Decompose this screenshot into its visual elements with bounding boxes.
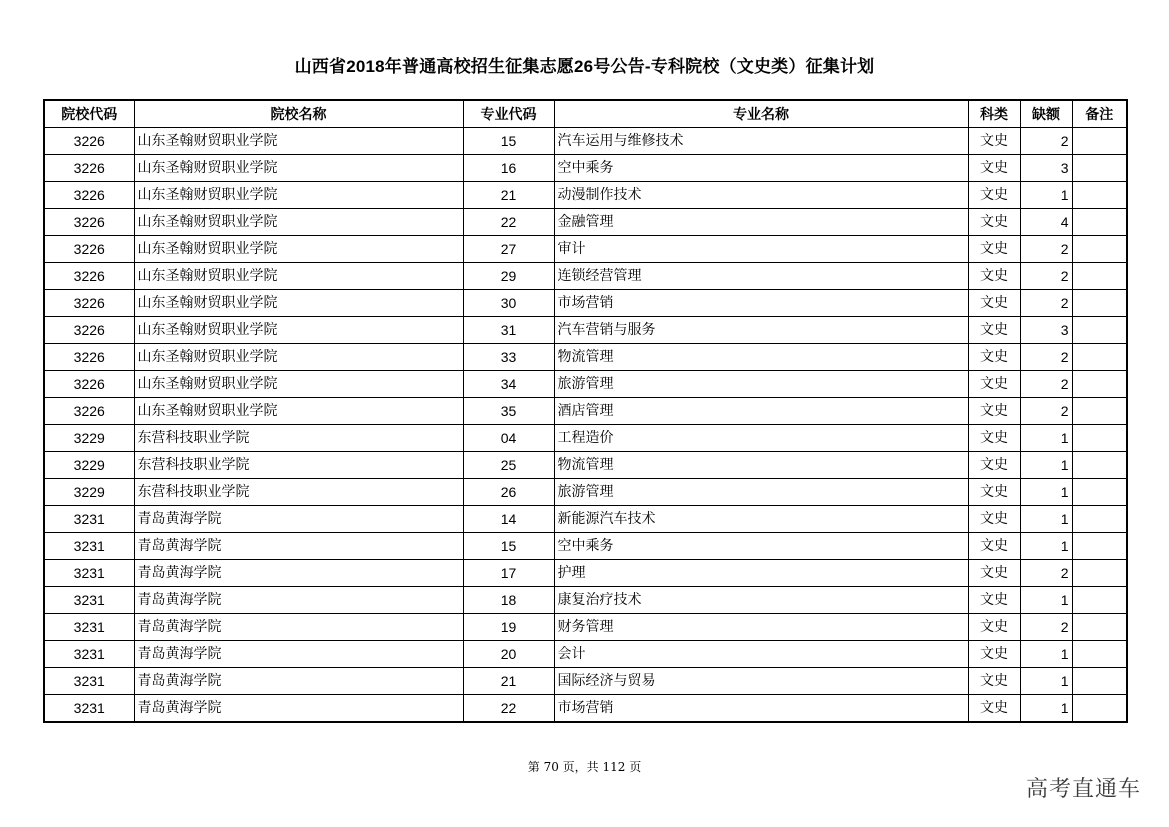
cell-major-code: 25 <box>463 452 554 479</box>
cell-major-name: 旅游管理 <box>554 371 968 398</box>
cell-major-code: 14 <box>463 506 554 533</box>
cell-major-code: 15 <box>463 533 554 560</box>
cell-school-code: 3231 <box>44 533 134 560</box>
table-row <box>44 263 1127 290</box>
cell-major-name: 物流管理 <box>554 344 968 371</box>
cell-notes <box>1072 452 1127 479</box>
cell-major-name: 国际经济与贸易 <box>554 668 968 695</box>
table-row <box>44 317 1127 344</box>
table-row <box>44 371 1127 398</box>
table-row <box>44 479 1127 506</box>
cell-school-name: 山东圣翰财贸职业学院 <box>134 155 463 182</box>
cell-major-code: 30 <box>463 290 554 317</box>
table-row <box>44 128 1127 155</box>
table-row <box>44 398 1127 425</box>
cell-major-name: 康复治疗技术 <box>554 587 968 614</box>
cell-vacancies: 1 <box>1020 182 1072 209</box>
header-notes: 备注 <box>1072 100 1127 128</box>
cell-school-code: 3226 <box>44 155 134 182</box>
cell-major-code: 29 <box>463 263 554 290</box>
cell-vacancies: 1 <box>1020 695 1072 723</box>
page-title: 山西省2018年普通高校招生征集志愿26号公告-专科院校（文史类）征集计划 <box>294 57 875 76</box>
cell-category: 文史 <box>968 668 1020 695</box>
cell-category: 文史 <box>968 614 1020 641</box>
cell-major-code: 22 <box>463 209 554 236</box>
cell-major-name: 审计 <box>554 236 968 263</box>
cell-school-name: 青岛黄海学院 <box>134 668 463 695</box>
cell-school-name: 青岛黄海学院 <box>134 560 463 587</box>
table-row <box>44 641 1127 668</box>
cell-category: 文史 <box>968 398 1020 425</box>
cell-major-name: 市场营销 <box>554 695 968 723</box>
cell-category: 文史 <box>968 371 1020 398</box>
cell-vacancies: 1 <box>1020 479 1072 506</box>
cell-school-name: 山东圣翰财贸职业学院 <box>134 371 463 398</box>
table-row <box>44 614 1127 641</box>
cell-vacancies: 2 <box>1020 290 1072 317</box>
cell-category: 文史 <box>968 155 1020 182</box>
cell-school-name: 山东圣翰财贸职业学院 <box>134 290 463 317</box>
cell-school-code: 3231 <box>44 614 134 641</box>
table-row <box>44 344 1127 371</box>
cell-vacancies: 3 <box>1020 155 1072 182</box>
cell-school-name: 山东圣翰财贸职业学院 <box>134 398 463 425</box>
cell-school-code: 3231 <box>44 506 134 533</box>
cell-school-code: 3226 <box>44 182 134 209</box>
cell-major-code: 21 <box>463 668 554 695</box>
cell-school-code: 3226 <box>44 371 134 398</box>
cell-school-name: 青岛黄海学院 <box>134 587 463 614</box>
cell-category: 文史 <box>968 317 1020 344</box>
cell-category: 文史 <box>968 128 1020 155</box>
page-footer: 第 70 页，共 112 页 <box>527 760 642 774</box>
cell-notes <box>1072 182 1127 209</box>
cell-category: 文史 <box>968 263 1020 290</box>
cell-school-name: 山东圣翰财贸职业学院 <box>134 182 463 209</box>
cell-notes <box>1072 425 1127 452</box>
cell-notes <box>1072 533 1127 560</box>
table-row <box>44 290 1127 317</box>
cell-notes <box>1072 641 1127 668</box>
header-major-code: 专业代码 <box>463 100 554 128</box>
header-school-name: 院校名称 <box>134 100 463 128</box>
cell-school-code: 3226 <box>44 344 134 371</box>
table-row <box>44 425 1127 452</box>
cell-school-code: 3229 <box>44 425 134 452</box>
cell-vacancies: 2 <box>1020 128 1072 155</box>
table-row <box>44 533 1127 560</box>
cell-major-name: 空中乘务 <box>554 533 968 560</box>
cell-notes <box>1072 695 1127 723</box>
cell-school-code: 3226 <box>44 236 134 263</box>
cell-major-code: 35 <box>463 398 554 425</box>
cell-category: 文史 <box>968 344 1020 371</box>
cell-vacancies: 1 <box>1020 641 1072 668</box>
cell-vacancies: 2 <box>1020 344 1072 371</box>
cell-school-code: 3226 <box>44 398 134 425</box>
cell-major-name: 市场营销 <box>554 290 968 317</box>
cell-major-name: 新能源汽车技术 <box>554 506 968 533</box>
cell-notes <box>1072 371 1127 398</box>
cell-school-code: 3229 <box>44 452 134 479</box>
cell-school-name: 山东圣翰财贸职业学院 <box>134 209 463 236</box>
cell-major-name: 护理 <box>554 560 968 587</box>
cell-major-code: 26 <box>463 479 554 506</box>
cell-major-name: 会计 <box>554 641 968 668</box>
cell-vacancies: 2 <box>1020 398 1072 425</box>
header-major-name: 专业名称 <box>554 100 968 128</box>
cell-category: 文史 <box>968 425 1020 452</box>
cell-notes <box>1072 236 1127 263</box>
cell-vacancies: 4 <box>1020 209 1072 236</box>
cell-notes <box>1072 668 1127 695</box>
cell-school-name: 青岛黄海学院 <box>134 641 463 668</box>
cell-school-name: 山东圣翰财贸职业学院 <box>134 128 463 155</box>
header-school-code: 院校代码 <box>44 100 134 128</box>
cell-school-code: 3231 <box>44 695 134 723</box>
cell-category: 文史 <box>968 533 1020 560</box>
cell-major-code: 18 <box>463 587 554 614</box>
cell-school-code: 3226 <box>44 128 134 155</box>
cell-category: 文史 <box>968 452 1020 479</box>
cell-major-code: 19 <box>463 614 554 641</box>
cell-notes <box>1072 209 1127 236</box>
cell-school-code: 3231 <box>44 668 134 695</box>
table-body <box>44 128 1127 723</box>
cell-school-name: 青岛黄海学院 <box>134 506 463 533</box>
cell-school-name: 青岛黄海学院 <box>134 695 463 723</box>
cell-major-name: 汽车营销与服务 <box>554 317 968 344</box>
cell-school-code: 3226 <box>44 317 134 344</box>
cell-major-name: 物流管理 <box>554 452 968 479</box>
cell-category: 文史 <box>968 290 1020 317</box>
cell-major-name: 动漫制作技术 <box>554 182 968 209</box>
cell-category: 文史 <box>968 587 1020 614</box>
cell-major-code: 04 <box>463 425 554 452</box>
cell-major-code: 33 <box>463 344 554 371</box>
cell-major-code: 22 <box>463 695 554 723</box>
cell-vacancies: 1 <box>1020 533 1072 560</box>
cell-school-name: 东营科技职业学院 <box>134 479 463 506</box>
cell-school-name: 山东圣翰财贸职业学院 <box>134 317 463 344</box>
cell-notes <box>1072 614 1127 641</box>
cell-vacancies: 2 <box>1020 614 1072 641</box>
cell-school-code: 3231 <box>44 641 134 668</box>
cell-school-name: 山东圣翰财贸职业学院 <box>134 344 463 371</box>
cell-vacancies: 2 <box>1020 560 1072 587</box>
cell-vacancies: 1 <box>1020 587 1072 614</box>
table-row <box>44 560 1127 587</box>
cell-notes <box>1072 317 1127 344</box>
cell-vacancies: 1 <box>1020 506 1072 533</box>
cell-notes <box>1072 506 1127 533</box>
cell-school-name: 青岛黄海学院 <box>134 533 463 560</box>
table-row <box>44 695 1127 723</box>
cell-category: 文史 <box>968 560 1020 587</box>
cell-school-name: 青岛黄海学院 <box>134 614 463 641</box>
cell-school-code: 3226 <box>44 263 134 290</box>
cell-notes <box>1072 290 1127 317</box>
cell-major-code: 27 <box>463 236 554 263</box>
cell-notes <box>1072 398 1127 425</box>
cell-category: 文史 <box>968 236 1020 263</box>
cell-school-name: 山东圣翰财贸职业学院 <box>134 236 463 263</box>
enrollment-plan-table <box>43 99 1128 723</box>
table-row <box>44 452 1127 479</box>
cell-school-code: 3226 <box>44 209 134 236</box>
table-row <box>44 668 1127 695</box>
cell-school-code: 3231 <box>44 587 134 614</box>
cell-notes <box>1072 128 1127 155</box>
table-row <box>44 182 1127 209</box>
cell-category: 文史 <box>968 182 1020 209</box>
cell-notes <box>1072 479 1127 506</box>
cell-notes <box>1072 155 1127 182</box>
cell-school-code: 3226 <box>44 290 134 317</box>
cell-notes <box>1072 263 1127 290</box>
cell-major-name: 财务管理 <box>554 614 968 641</box>
cell-vacancies: 2 <box>1020 236 1072 263</box>
table-row <box>44 236 1127 263</box>
cell-school-code: 3229 <box>44 479 134 506</box>
header-category: 科类 <box>968 100 1020 128</box>
cell-major-name: 金融管理 <box>554 209 968 236</box>
table-row <box>44 506 1127 533</box>
table-header-row <box>44 100 1127 128</box>
cell-vacancies: 3 <box>1020 317 1072 344</box>
cell-major-code: 34 <box>463 371 554 398</box>
cell-major-name: 空中乘务 <box>554 155 968 182</box>
table-row <box>44 587 1127 614</box>
cell-major-name: 汽车运用与维修技术 <box>554 128 968 155</box>
cell-major-code: 17 <box>463 560 554 587</box>
cell-major-code: 31 <box>463 317 554 344</box>
cell-major-code: 15 <box>463 128 554 155</box>
cell-category: 文史 <box>968 641 1020 668</box>
cell-vacancies: 1 <box>1020 452 1072 479</box>
cell-category: 文史 <box>968 695 1020 723</box>
cell-vacancies: 2 <box>1020 371 1072 398</box>
cell-major-name: 旅游管理 <box>554 479 968 506</box>
cell-notes <box>1072 587 1127 614</box>
cell-major-name: 连锁经营管理 <box>554 263 968 290</box>
cell-major-name: 工程造价 <box>554 425 968 452</box>
cell-major-name: 酒店管理 <box>554 398 968 425</box>
cell-vacancies: 1 <box>1020 425 1072 452</box>
cell-vacancies: 1 <box>1020 668 1072 695</box>
cell-major-code: 20 <box>463 641 554 668</box>
cell-category: 文史 <box>968 506 1020 533</box>
cell-school-name: 山东圣翰财贸职业学院 <box>134 263 463 290</box>
cell-school-name: 东营科技职业学院 <box>134 452 463 479</box>
header-vacancies: 缺额 <box>1020 100 1072 128</box>
table-row <box>44 155 1127 182</box>
watermark-logo: 高考直通车 <box>1025 777 1141 802</box>
cell-vacancies: 2 <box>1020 263 1072 290</box>
cell-major-code: 16 <box>463 155 554 182</box>
cell-notes <box>1072 344 1127 371</box>
cell-school-name: 东营科技职业学院 <box>134 425 463 452</box>
cell-category: 文史 <box>968 209 1020 236</box>
cell-school-code: 3231 <box>44 560 134 587</box>
cell-major-code: 21 <box>463 182 554 209</box>
table-row <box>44 209 1127 236</box>
cell-category: 文史 <box>968 479 1020 506</box>
cell-notes <box>1072 560 1127 587</box>
